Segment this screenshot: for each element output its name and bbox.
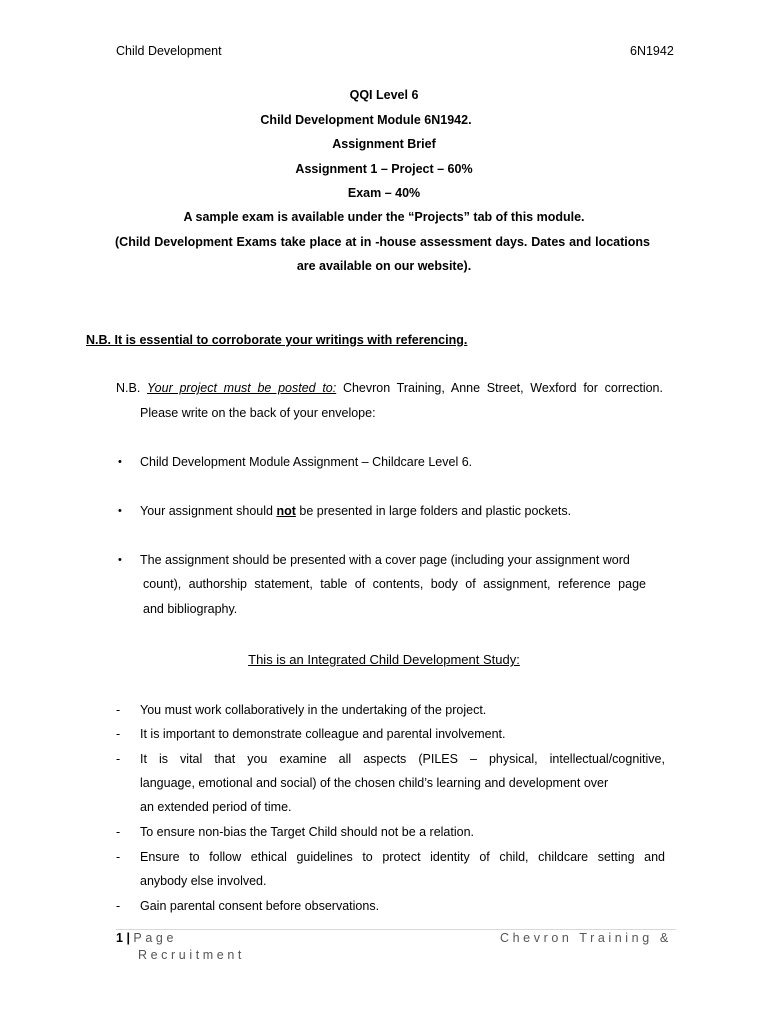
page-number: 1: [116, 931, 123, 945]
bullet-dot: •: [118, 456, 122, 468]
dash-item-ethics-line1: Ensure to follow ethical guidelines to protect identity of child, childcare setting and: [140, 850, 665, 864]
title-level: QQI Level 6: [349, 88, 419, 102]
dash-item-consent: Gain parental consent before observations.: [140, 899, 380, 913]
bullet-dot: •: [118, 505, 122, 517]
dash-marker: -: [116, 703, 121, 717]
bullet-envelope-label: Child Development Module Assignment – Childcare Level 6.: [140, 455, 473, 469]
bullet-dot: •: [118, 554, 122, 566]
dash-item-piles-line2: language, emotional and social) of the chosen child’s learning and development over: [140, 776, 609, 790]
posted-to-label: Your project must be posted to:: [147, 381, 337, 395]
bullet-cover-page-line1: The assignment should be presented with a cover page (including your assignment word: [140, 553, 630, 567]
footer-separator: |: [126, 931, 130, 945]
dash-item-ethics-line2: anybody else involved.: [140, 874, 267, 888]
nb-prefix: N.B.: [116, 381, 141, 395]
header-module-name: Child Development: [116, 44, 222, 58]
footer-page-number: [116, 931, 177, 945]
title-brief: Assignment Brief: [332, 137, 436, 151]
title-module: Child Development Module 6N1942.: [260, 113, 472, 127]
title-exam-weight: Exam – 40%: [347, 186, 421, 200]
bullet-emphasis-not: not: [276, 504, 296, 518]
dash-item-collaborate: You must work collaboratively in the undertaking of the project.: [140, 703, 487, 717]
footer-org-line2: Recruitment: [138, 948, 245, 962]
dash-marker: -: [116, 825, 121, 839]
postal-address: Chevron Training, Anne Street, Wexford for correction.: [342, 381, 663, 395]
bullet-text-pre: Your assignment should: [140, 504, 273, 518]
dash-marker: -: [116, 850, 121, 864]
bullet-presentation-rule: [140, 504, 571, 518]
bullet-text-post: be presented in large folders and plastic pockets.: [299, 504, 572, 518]
page-label: Page: [133, 931, 178, 945]
exam-dates-note-line1: (Child Development Exams take place at in -house assessment days. Dates and locations: [115, 235, 650, 249]
referencing-note: N.B. It is essential to corroborate your writings with referencing.: [86, 333, 468, 347]
postal-instruction: [116, 381, 663, 395]
footer-org-line1: Chevron Training &: [500, 931, 672, 945]
dash-item-involvement: It is important to demonstrate colleague and parental involvement.: [140, 727, 506, 741]
dash-item-non-bias: To ensure non-bias the Target Child should not be a relation.: [140, 825, 475, 839]
bullet-cover-page-line3: and bibliography.: [143, 602, 238, 616]
dash-marker: -: [116, 752, 121, 766]
footer-divider: [116, 929, 676, 930]
exam-dates-note-line2: are available on our website).: [296, 259, 472, 273]
envelope-instruction: Please write on the back of your envelope:: [140, 406, 376, 420]
header-module-code: 6N1942: [630, 44, 674, 58]
dash-marker: -: [116, 899, 121, 913]
dash-item-piles-line3: an extended period of time.: [140, 800, 292, 814]
dash-item-piles-line1: It is vital that you examine all aspects (PILES – physical, intellectual/cognitive,: [140, 752, 665, 766]
dash-marker: -: [116, 727, 121, 741]
bullet-cover-page-line2: count), authorship statement, table of contents, body of assignment, reference page: [143, 577, 646, 591]
sample-exam-note: A sample exam is available under the “Projects” tab of this module.: [183, 210, 585, 224]
title-assignment-weight: Assignment 1 – Project – 60%: [295, 162, 473, 176]
study-heading: This is an Integrated Child Development Study:: [248, 652, 520, 667]
